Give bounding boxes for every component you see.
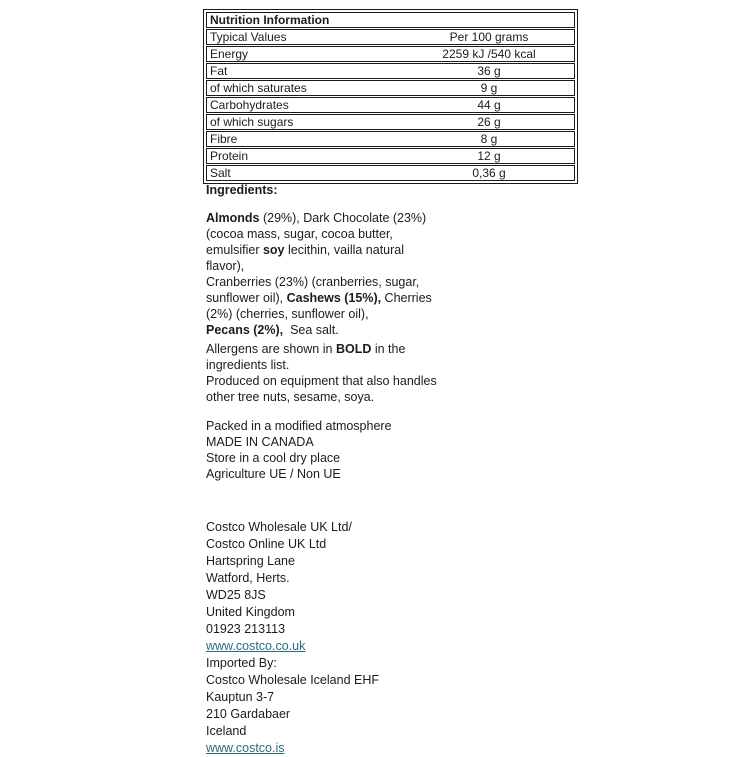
packed-atmosphere-line: Packed in a modified atmosphere — [206, 419, 392, 433]
nutrition-row — [206, 114, 575, 130]
nutrition-row-label: of which sugars — [210, 115, 294, 129]
ingredients-line: flavor), — [206, 259, 245, 273]
distributor-info — [206, 519, 476, 757]
ingredients-line — [206, 242, 476, 258]
ingredients-paragraph — [206, 210, 476, 338]
distributor-phone: 01923 213113 — [206, 622, 286, 636]
allergen-line — [206, 341, 476, 357]
nutrition-row-label: Salt — [210, 166, 231, 180]
nutrition-row — [206, 165, 575, 181]
costco-iceland-link[interactable]: www.costco.is — [206, 741, 285, 755]
nutrition-row — [206, 148, 575, 164]
nutrition-row-value: Per 100 grams — [449, 30, 529, 44]
nutrition-row-label: Fibre — [210, 132, 238, 146]
text-segment: Sea salt. — [283, 323, 339, 337]
allergen-line: other tree nuts, sesame, soya. — [206, 390, 375, 404]
ingredients-line — [206, 290, 476, 306]
nutrition-row-value: 0,36 g — [472, 166, 506, 180]
made-in-line: MADE IN CANADA — [206, 435, 314, 449]
importer-country: Iceland — [206, 724, 247, 738]
costco-uk-link[interactable]: www.costco.co.uk — [206, 639, 306, 653]
importer-town: 210 Gardabaer — [206, 707, 291, 721]
allergen-term: Almonds — [206, 211, 260, 225]
nutrition-row — [206, 63, 575, 79]
distributor-name: Costco Wholesale UK Ltd/ — [206, 520, 352, 534]
nutrition-row-value: 9 g — [480, 81, 498, 95]
bold-word: BOLD — [335, 342, 372, 356]
text-segment: Allergens are shown in — [206, 342, 336, 356]
text-segment: Cherries — [381, 291, 432, 305]
text-segment: (29%), Dark Chocolate (23%) — [259, 211, 427, 225]
nutrition-row-label: Protein — [210, 149, 249, 163]
nutrition-row-label: Carbohydrates — [210, 98, 289, 112]
nutrition-row-value: 26 g — [477, 115, 501, 129]
allergen-line: ingredients list. — [206, 358, 290, 372]
distributor-postcode: WD25 8JS — [206, 588, 266, 602]
nutrition-row-value: 12 g — [477, 149, 501, 163]
ingredients-line — [206, 322, 476, 338]
allergen-term: soy — [262, 243, 285, 257]
allergen-term: Pecans (2%), — [206, 323, 284, 337]
ingredients-heading: Ingredients: — [206, 183, 278, 197]
nutrition-table — [203, 9, 578, 184]
nutrition-row-value: 44 g — [477, 98, 501, 112]
distributor-town: Watford, Herts. — [206, 571, 290, 585]
imported-by-label: Imported By: — [206, 656, 277, 670]
text-segment: sunflower oil), — [206, 291, 287, 305]
allergen-line: Produced on equipment that also handles — [206, 374, 437, 388]
nutrition-row-label: of which saturates — [210, 81, 307, 95]
agriculture-line: Agriculture UE / Non UE — [206, 467, 341, 481]
nutrition-row — [206, 29, 575, 45]
nutrition-row-label: Fat — [210, 64, 228, 78]
allergen-term: Cashews (15%), — [286, 291, 382, 305]
nutrition-row — [206, 80, 575, 96]
text-segment: emulsifier — [206, 243, 263, 257]
ingredients-line — [206, 210, 476, 226]
text-segment: in the — [371, 342, 406, 356]
ingredients-line: (2%) (cherries, sunflower oil), — [206, 307, 369, 321]
nutrition-row — [206, 131, 575, 147]
text-segment: lecithin, vailla natural — [284, 243, 405, 257]
nutrition-row-value: 36 g — [477, 64, 501, 78]
nutrition-row — [206, 46, 575, 62]
nutrition-row-value: 8 g — [480, 132, 498, 146]
storage-line: Store in a cool dry place — [206, 451, 341, 465]
importer-name: Costco Wholesale Iceland EHF — [206, 673, 379, 687]
nutrition-row-value: 2259 kJ /540 kcal — [442, 47, 536, 61]
importer-street: Kauptun 3-7 — [206, 690, 275, 704]
nutrition-table-title: Nutrition Information — [206, 12, 575, 28]
storage-origin-info — [206, 418, 476, 482]
ingredients-line: (cocoa mass, sugar, cocoa butter, — [206, 227, 393, 241]
nutrition-row — [206, 97, 575, 113]
distributor-name: Costco Online UK Ltd — [206, 537, 327, 551]
allergen-statement — [206, 341, 476, 405]
ingredients-line: Cranberries (23%) (cranberries, sugar, — [206, 275, 420, 289]
nutrition-row-label: Typical Values — [210, 30, 287, 44]
distributor-street: Hartspring Lane — [206, 554, 295, 568]
nutrition-row-label: Energy — [210, 47, 249, 61]
distributor-country: United Kingdom — [206, 605, 295, 619]
